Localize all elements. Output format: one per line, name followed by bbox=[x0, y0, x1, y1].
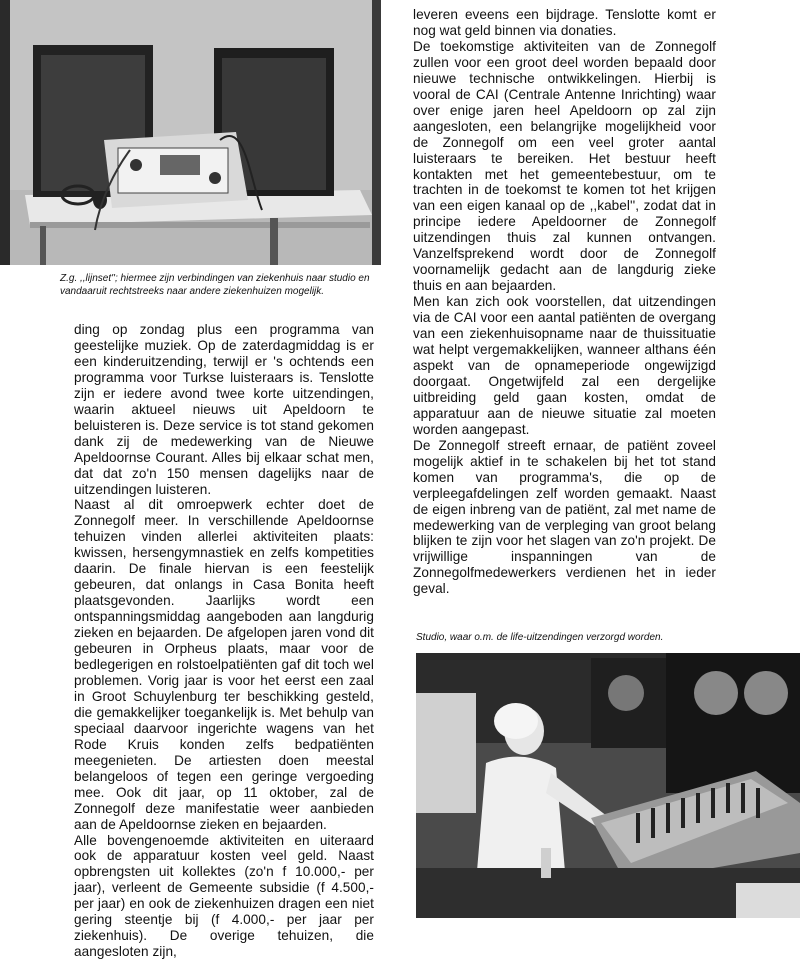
paragraph: leveren eveens een bijdrage. Tenslotte komt er nog wat geld binnen via donaties. bbox=[413, 7, 716, 39]
photo-line-set bbox=[0, 0, 381, 265]
left-column bbox=[74, 322, 374, 960]
right-column bbox=[413, 7, 716, 597]
paragraph: ding op zondag plus een programma van geestelijke muziek. Op de zaterdagmiddag is er een kinderuitzending, terwijl er 's ochtends een programma voor Turkse luisteraars is. Tenslotte zijn er iedere avond twee korte uitzendingen, waarin aktueel nieuws uit Apeldoorn te beluisteren is. Deze service is tot stand gekomen dank zij de medewerking van de Nieuwe Apeldoornse Courant. Alles bij elkaar schat men, dat dat zo'n 150 mensen dagelijks naar de uitzendingen luisteren. bbox=[74, 322, 374, 497]
photo-line-set-caption: Z.g. ,,lijnset''; hiermee zijn verbindingen van ziekenhuis naar studio en vandaaruit rechtstreeks naar andere ziekenhuizen mogelijk. bbox=[60, 272, 378, 298]
paragraph: Alle bovengenoemde aktiviteiten en uiteraard ook de apparatuur kosten veel geld. Naast opbrengsten uit kollektes (zo'n f 10.000,- per jaar), verleent de Gemeente subsidie (f 4.500,- per jaar) en ook de ziekenhuizen dragen een niet gering steentje bij (f 4.000,- per jaar per ziekenhuis). De overige tehuizen, die aangesloten zijn, bbox=[74, 833, 374, 960]
paragraph: Naast al dit omroepwerk echter doet de Zonnegolf meer. In verschillende Apeldoornse tehuizen vinden allerlei aktiviteiten plaats: kwissen, hersengymnastiek en zelfs kompetities daarin. De finale hiervan is een feestelijk gebeuren, dat onlangs in Casa Bonita heeft plaatsgevonden. Jaarlijks wordt een ontspanningsmiddag aangeboden aan langdurig zieken en bejaarden. De afgelopen jaren vond dit gebeuren in Orpheus plaats, maar voor de bedlegerigen en rolstoelpatiënten gaf dit toch wel problemen. Vorig jaar is voor het eerst een zaal in Groot Schuylenburg ter beschikking gesteld, die gemakkelijker toegankelijk is. Met behulp van speciaal daarvoor ingerichte wagens van het Rode Kruis konden zelfs bedpatiënten meegenieten. De artiesten doen meestal belangeloos of tegen een geringe vergoeding mee. Ook dit jaar, op 11 oktober, zal de Zonnegolf deze manifestatie weer aanbieden aan de Apeldoornse zieken en bejaarden. bbox=[74, 497, 374, 832]
paragraph: De toekomstige aktiviteiten van de Zonnegolf zullen voor een groot deel worden bepaald door nieuwe technische ontwikkelingen. Hierbij is vooral de CAI (Centrale Antenne Inrichting) waar over enige jaren heel Apeldoorn op zal zijn aangesloten, een belangrijke mogelijkheid voor de Zonnegolf om een veel groter aantal luisteraars te bereiken. Het bestuur heeft kontakten met het gemeentebestuur, om te trachten in de toekomst te komen tot het krijgen van een eigen kanaal op de ,,kabel'', zodat dat in principe iedere Apeldoorner de Zonnegolf uitzendingen thuis zal kunnen ontvangen. Vanzelfsprekend wordt door de Zonnegolf voornamelijk gedacht aan de langdurig zieke thuis en aan bejaarden. bbox=[413, 39, 716, 294]
photo-studio-caption: Studio, waar o.m. de life-uitzendingen verzorgd worden. bbox=[416, 631, 796, 644]
photo-line-set-image bbox=[0, 0, 381, 265]
paragraph: De Zonnegolf streeft ernaar, de patiënt zoveel mogelijk aktief in te schakelen bij het tot stand komen van programma's, die op de verpleegafdelingen zelf worden gemaakt. Naast de eigen inbreng van de patiënt, zal met name de medewerking van de verpleging van groot belang blijken te zijn voor het slagen van zo'n projekt. De vrijwillige inspanningen van de Zonnegolfmedewerkers verdienen het in ieder geval. bbox=[413, 438, 716, 598]
paragraph: Men kan zich ook voorstellen, dat uitzendingen via de CAI voor een aantal patiënten de overgang van een ziekenhuisopname naar de thuissituatie wat helpt vergemakkelijken, wanneer althans één aspekt van de opnameperiode ongewijzigd doorgaat. Ongetwijfeld zal een dergelijke uitbreiding geld gaan kosten, omdat de apparatuur aan de nieuwe situatie zal moeten worden aangepast. bbox=[413, 294, 716, 438]
photo-studio-image bbox=[416, 653, 800, 918]
photo-studio bbox=[416, 653, 800, 918]
